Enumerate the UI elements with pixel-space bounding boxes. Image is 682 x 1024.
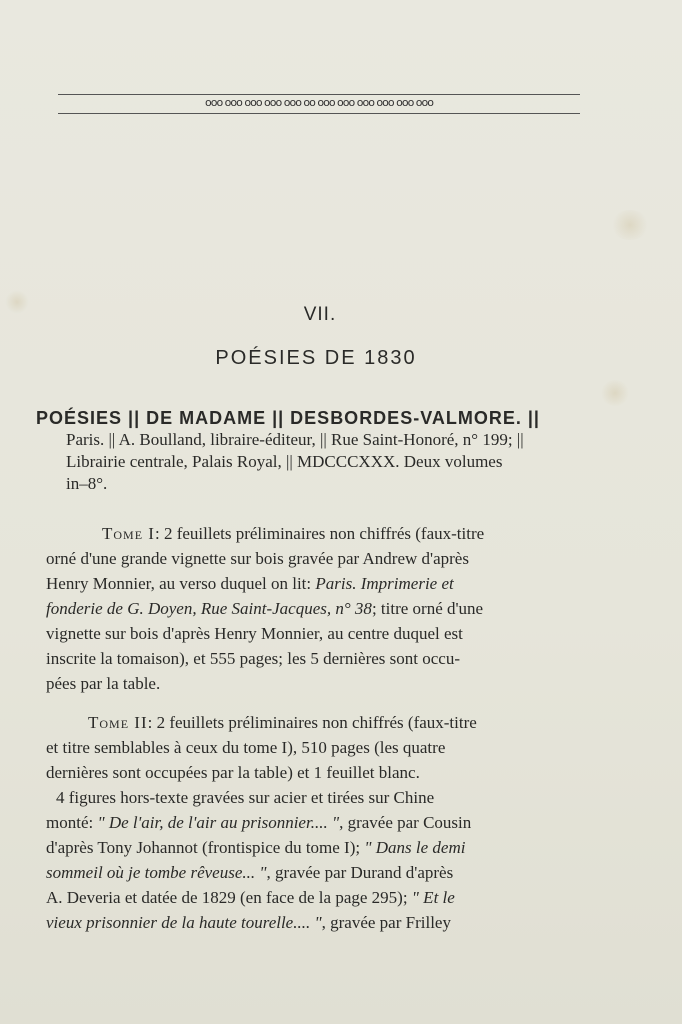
imprint-line: in–8°. bbox=[66, 474, 108, 493]
foxing-stain bbox=[600, 380, 630, 406]
tome-1-description: Tome I: 2 feuillets préliminaires non chiffrés (faux-titre orné d'une grande vignette sur bois gravée par Andrew d'après Henry Monnier, au verso duquel on lit: Paris. Imprimerie et fonderie de G. Doyen, Rue Saint-Jacques, n° 38; titre orné d'une vignette sur bois d'après Henry Monnier, au centre duquel est inscrite la tomaison), et 555 pages; les 5 dernières sont occu- pées par la table. bbox=[46, 524, 485, 693]
entry-heading: POÉSIES || DE MADAME || DESBORDES-VALMORE. || bbox=[36, 408, 540, 428]
entry-imprint bbox=[66, 429, 616, 495]
ornament-pattern: ooo ooo ooo ooo ooo oo ooo ooo ooo ooo ooo ooo bbox=[204, 96, 433, 109]
tome-label: Tome I bbox=[102, 524, 155, 543]
chapter-title: POÉSIES DE 1830 bbox=[215, 347, 417, 369]
foxing-stain bbox=[610, 210, 650, 240]
tome-2-description: Tome II: 2 feuillets préliminaires non chiffrés (faux-titre et titre semblables à ceux du tome I), 510 pages (les quatre dernières sont occupées par la table) et 1 feuillet blanc. 4 figures hors-texte gravées sur acier et tirées sur Chine monté: " De l'air, de l'air au prisonnier.... ", gravée par Cousin d'après Tony Johannot (frontispice du tome I); " Dans le demi sommeil où je tombe rêveuse... ", gravée par Durand d'après A. Deveria et datée de 1829 (en face de la page 295); " Et le vieux prisonnier de la haute tourelle.... ", gravée par Frilley bbox=[46, 710, 616, 935]
ornament-rule bbox=[58, 94, 580, 95]
figures-description: 4 figures hors-texte gravées sur acier et tirées sur Chine bbox=[56, 788, 435, 807]
header-ornament bbox=[58, 92, 580, 116]
tome-label: Tome II bbox=[88, 713, 148, 732]
chapter-numeral: VII. bbox=[303, 304, 337, 325]
ornament-rule bbox=[58, 113, 580, 114]
imprint-line: Librairie centrale, Palais Royal, || MDCCCXXX. Deux volumes bbox=[66, 452, 503, 471]
bibliographic-entry bbox=[36, 408, 616, 495]
imprint-line: Paris. || A. Boulland, libraire-éditeur, || Rue Saint-Honoré, n° 199; || bbox=[66, 430, 524, 449]
